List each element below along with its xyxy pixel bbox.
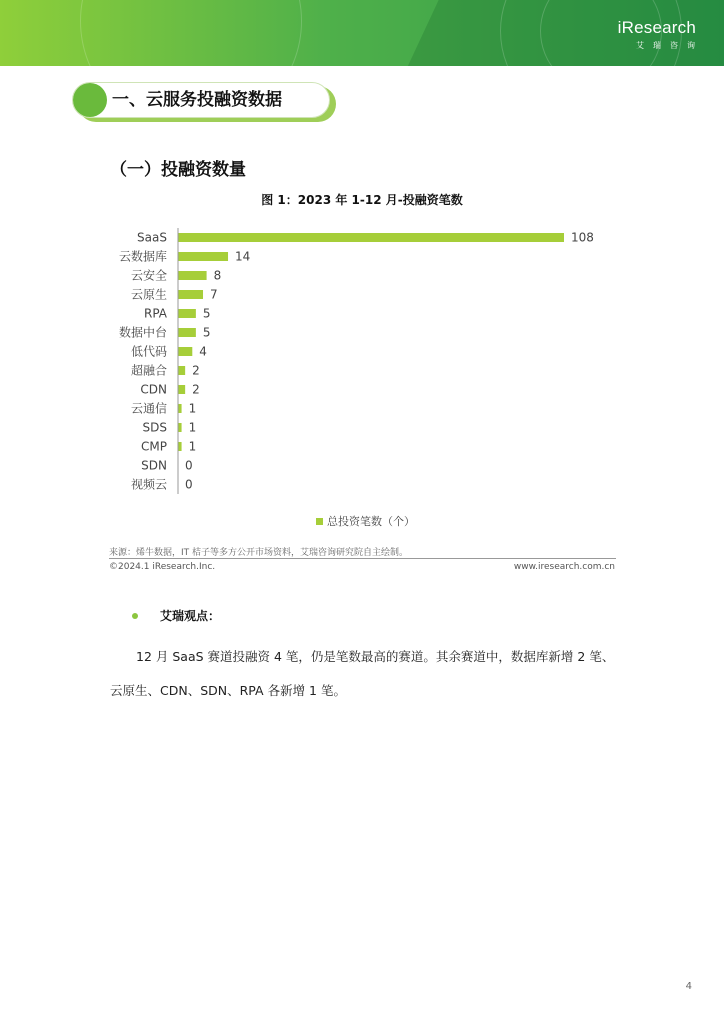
bar (178, 423, 182, 432)
category-label: SDS (142, 420, 167, 435)
data-label: 2 (192, 382, 200, 397)
category-label: CMP (141, 439, 167, 454)
bar (178, 404, 182, 413)
bar (178, 233, 564, 242)
data-label: 5 (202, 325, 211, 340)
viewpoint-title: 艾瑞观点： (160, 609, 221, 623)
category-label: 云通信 (130, 401, 167, 416)
category-label: 云原生 (130, 287, 167, 302)
category-label: 视频云 (130, 477, 167, 492)
category-label: 低代码 (130, 344, 167, 359)
category-label: 超融合 (130, 363, 167, 378)
section-heading-banner (72, 82, 330, 118)
data-label: 2 (192, 363, 200, 378)
viewpoint-line-1: 12 月 SaaS 赛道投融资 4 笔，仍是笔数最高的赛道。其余赛道中，数据库新增 2 笔、 (136, 649, 615, 664)
category-label: CDN (140, 382, 167, 397)
iresearch-logo[interactable] (617, 18, 704, 51)
bar (178, 366, 185, 375)
bar (178, 271, 207, 280)
bar (178, 347, 192, 356)
category-label: 数据中台 (118, 325, 167, 340)
page-header-banner (0, 0, 724, 66)
bullet-icon (132, 613, 138, 619)
subsection-title: （一）投融资数量 (110, 160, 246, 180)
viewpoint-line-2: 云原生、CDN、SDN、RPA 各新增 1 笔。 (110, 683, 346, 698)
logo-wordmark: iResearch (617, 18, 696, 37)
legend-label: 总投资笔数（个） (327, 515, 415, 528)
data-label: 1 (188, 401, 197, 416)
page-number: 4 (685, 981, 692, 992)
category-label: SaaS (137, 230, 167, 245)
bar (178, 252, 228, 261)
section-title: 一、云服务投融资数据 (112, 90, 282, 110)
bar (178, 442, 182, 451)
bar-chart (100, 222, 620, 502)
data-label: 0 (185, 458, 193, 473)
category-label: SDN (141, 458, 167, 473)
data-label: 4 (199, 344, 207, 359)
footer-divider (109, 558, 616, 559)
data-label: 5 (202, 306, 211, 321)
bar (178, 309, 196, 318)
data-label: 7 (210, 287, 218, 302)
chart-legend (316, 513, 415, 529)
source-note: 来源：烯牛数据，IT 桔子等多方公开市场资料，艾瑞咨询研究院自主绘制。 (109, 548, 409, 558)
data-label: 0 (185, 477, 193, 492)
green-circle-icon (73, 83, 107, 117)
website-link[interactable]: www.iresearch.com.cn (513, 562, 615, 572)
bar (178, 385, 185, 394)
data-label: 108 (571, 230, 594, 245)
data-label: 1 (188, 420, 197, 435)
category-label: 云数据库 (118, 249, 167, 264)
logo-chinese-name: 艾瑞咨询 (636, 41, 704, 50)
bar (178, 290, 203, 299)
category-label: 云安全 (130, 268, 167, 283)
bar (178, 328, 196, 337)
category-label: RPA (143, 306, 167, 321)
data-label: 14 (235, 249, 251, 264)
header-ring (80, 0, 302, 66)
figure-title: 图 1：2023 年 1-12 月-投融资笔数 (261, 193, 463, 207)
data-label: 1 (188, 439, 197, 454)
data-label: 8 (213, 268, 222, 283)
copyright-text: ©2024.1 iResearch.Inc. (109, 562, 216, 572)
legend-swatch (316, 518, 323, 525)
